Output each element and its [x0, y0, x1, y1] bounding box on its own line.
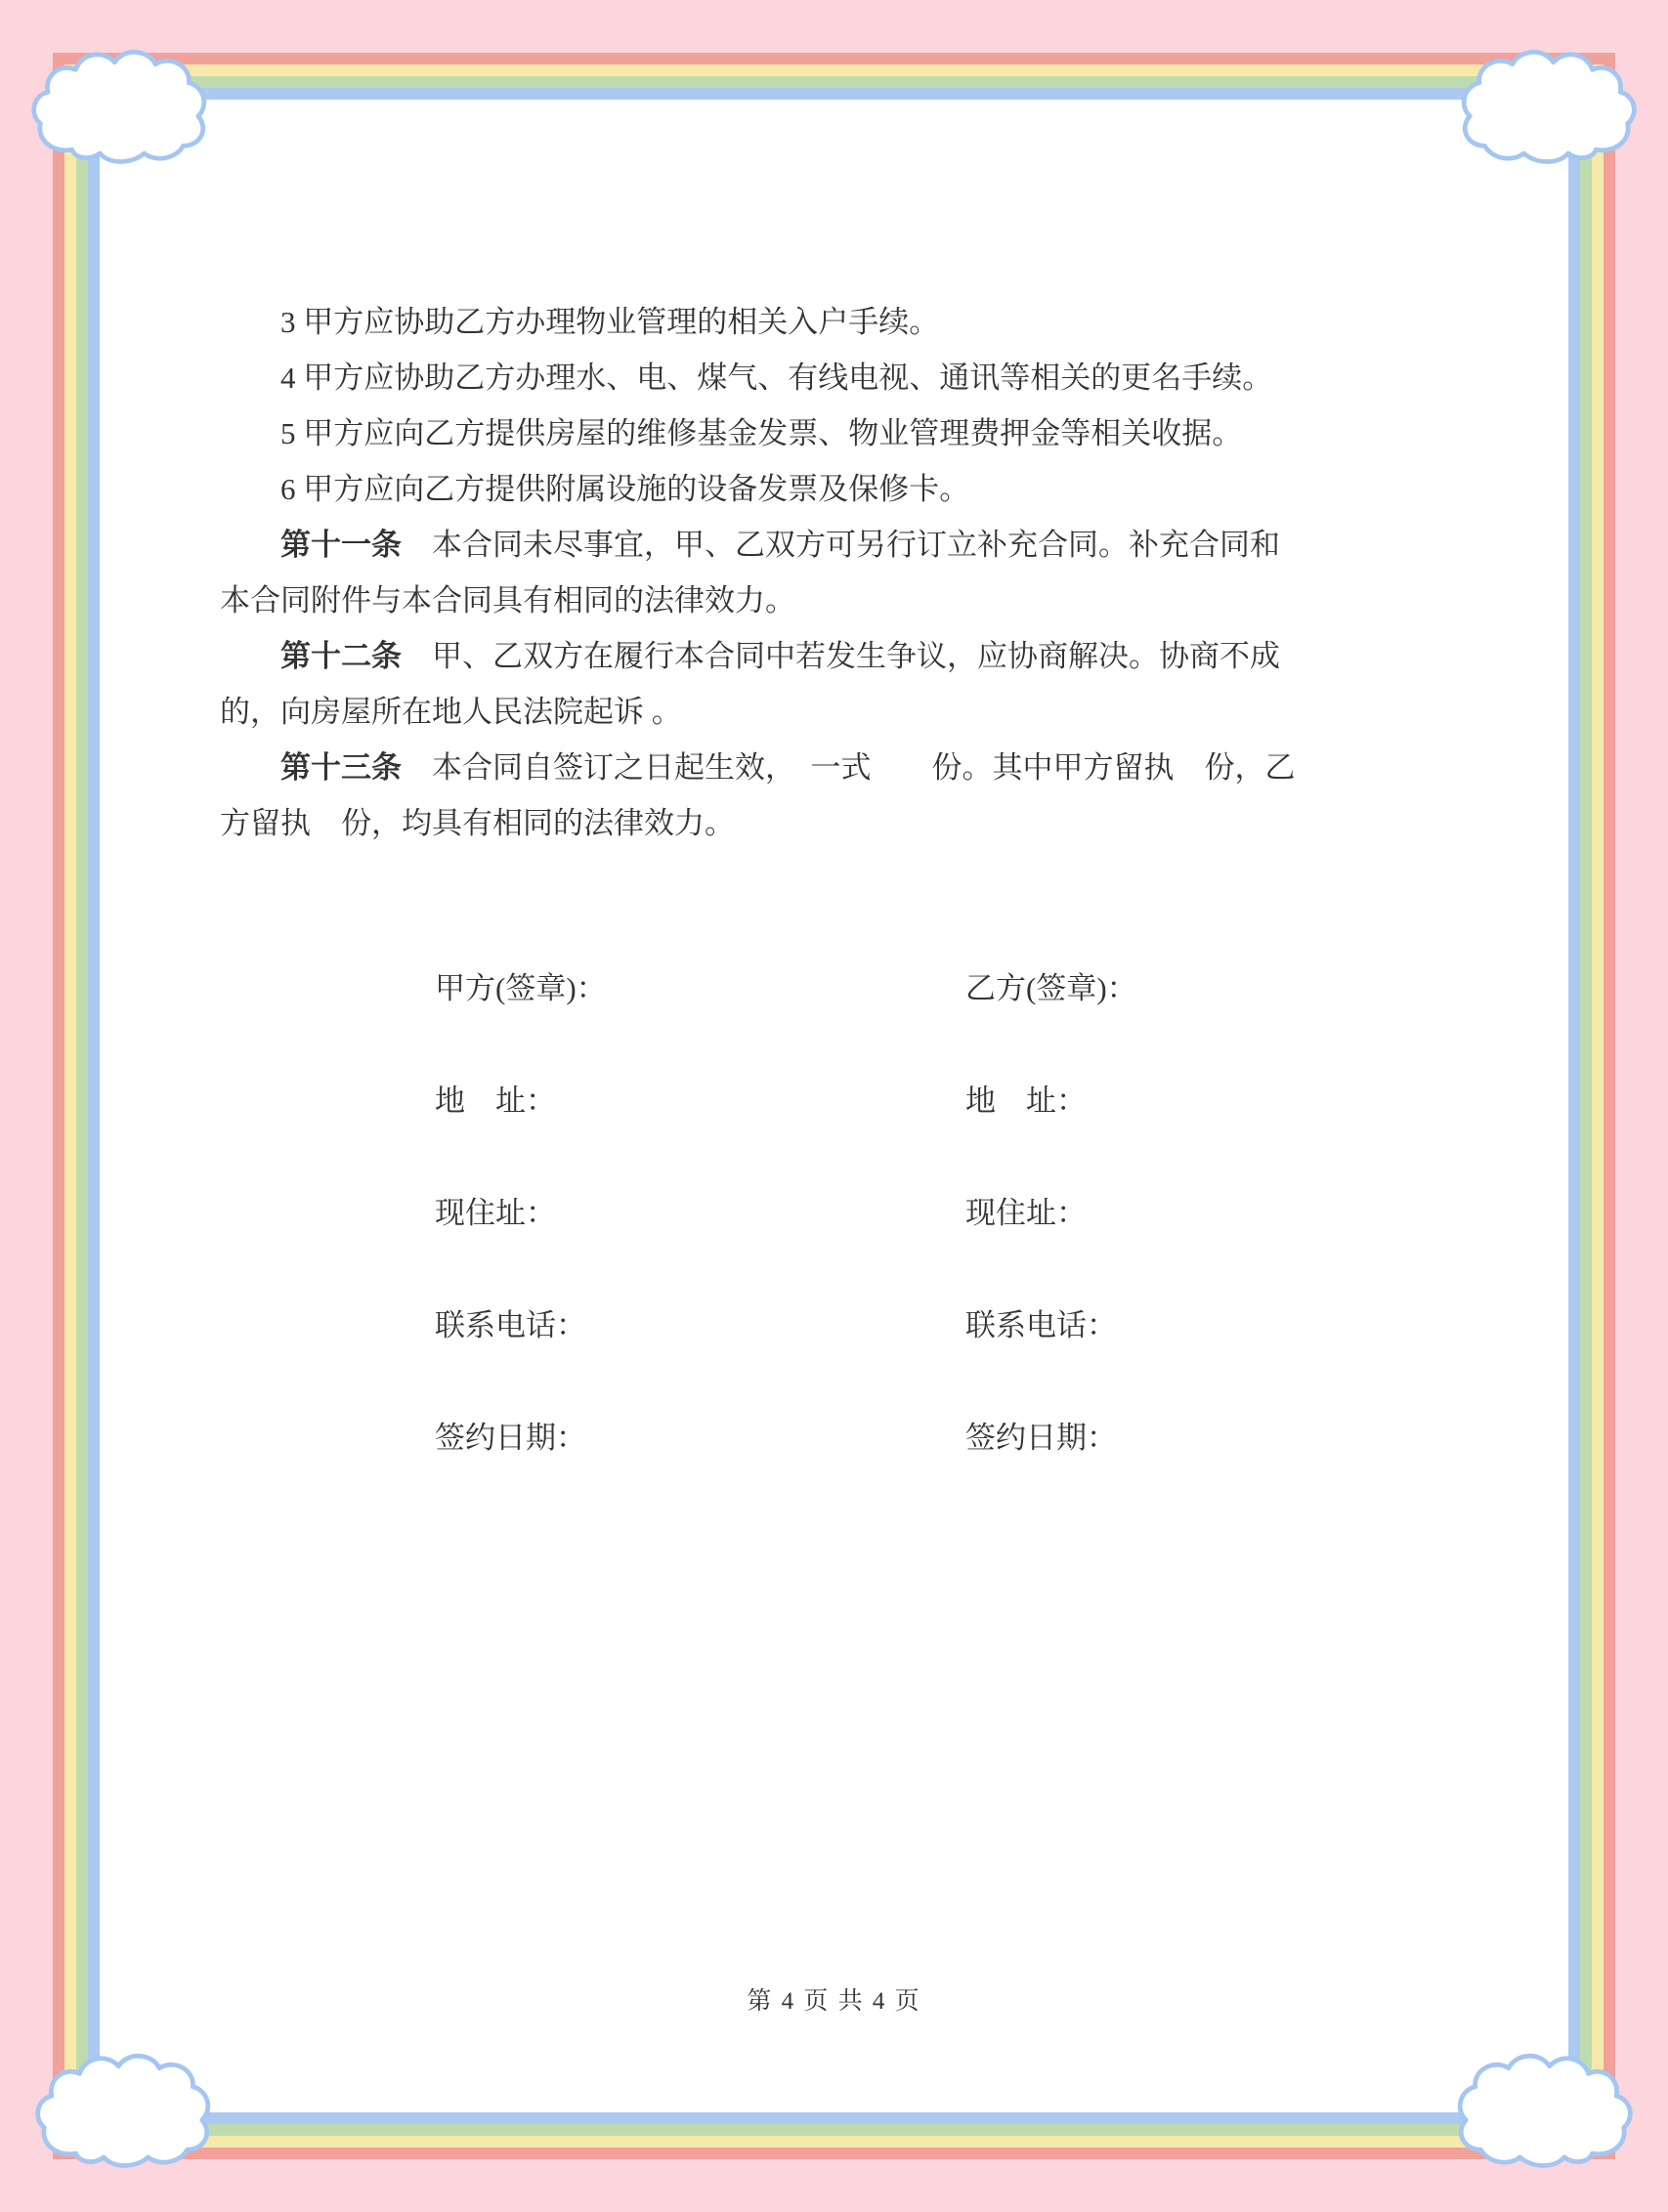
signature-row — [435, 1306, 1412, 1345]
clause-text: 本合同自签订之日起生效， 一式 份。其中甲方留执 份，乙 — [402, 750, 1296, 785]
party-b-field-label: 乙方(签章)： — [965, 971, 1137, 1005]
clause-text: 本合同未尽事宜，甲、乙双方可另行订立补充合同。补充合同和 — [402, 528, 1280, 562]
clause-number: 第十三条 — [280, 750, 402, 785]
contract-line — [220, 573, 1451, 628]
clause-text: 方留执 份，均具有相同的法律效力。 — [220, 806, 735, 840]
party-b-field-label: 现住址： — [965, 1196, 1087, 1230]
clause-number: 第十二条 — [280, 639, 402, 673]
clause-text: 甲、乙双方在履行本合同中若发生争议，应协商解决。协商不成 — [402, 639, 1280, 673]
contract-body — [220, 294, 1451, 851]
signature-row — [435, 1194, 1412, 1233]
clause-text: 6 甲方应向乙方提供附属设施的设备发票及保修卡。 — [280, 472, 970, 506]
contract-line — [220, 461, 1451, 517]
cloud-icon — [1455, 39, 1641, 171]
cloud-icon — [27, 39, 213, 171]
party-a-field-label: 地 址： — [435, 1084, 556, 1118]
contract-line — [220, 628, 1451, 684]
party-a-field-label: 甲方(签章)： — [435, 971, 607, 1005]
contract-line — [220, 684, 1451, 740]
page-number: 第 4 页 共 4 页 — [747, 1988, 921, 2015]
clause-text: 的，向房屋所在地人民法院起诉 。 — [220, 695, 682, 729]
party-b-field-label: 签约日期： — [965, 1421, 1117, 1455]
clause-number: 第十一条 — [280, 528, 402, 562]
party-a-field-label: 签约日期： — [435, 1421, 586, 1455]
contract-line — [220, 795, 1451, 851]
cloud-icon — [31, 2043, 217, 2175]
signature-row — [435, 1082, 1412, 1121]
contract-line — [220, 740, 1451, 795]
contract-line — [220, 294, 1451, 350]
contract-line — [220, 517, 1451, 573]
party-a-field-label: 现住址： — [435, 1196, 556, 1230]
cloud-icon — [31, 2043, 217, 2175]
contract-line — [220, 350, 1451, 405]
cloud-icon — [27, 39, 213, 171]
contract-line — [220, 405, 1451, 461]
cloud-icon — [1455, 39, 1641, 171]
signature-block — [435, 969, 1412, 1531]
clause-text: 4 甲方应协助乙方办理水、电、煤气、有线电视、通讯等相关的更名手续。 — [280, 361, 1273, 395]
party-b-field-label: 地 址： — [965, 1084, 1087, 1118]
signature-row — [435, 969, 1412, 1008]
signature-row — [435, 1419, 1412, 1458]
cloud-icon — [1451, 2043, 1637, 2175]
party-b-field-label: 联系电话： — [965, 1308, 1117, 1342]
party-a-field-label: 联系电话： — [435, 1308, 586, 1342]
clause-text: 3 甲方应协助乙方办理物业管理的相关入户手续。 — [280, 305, 940, 339]
cloud-icon — [1451, 2043, 1637, 2175]
clause-text: 本合同附件与本合同具有相同的法律效力。 — [220, 583, 795, 617]
clause-text: 5 甲方应向乙方提供房屋的维修基金发票、物业管理费押金等相关收据。 — [280, 416, 1243, 450]
